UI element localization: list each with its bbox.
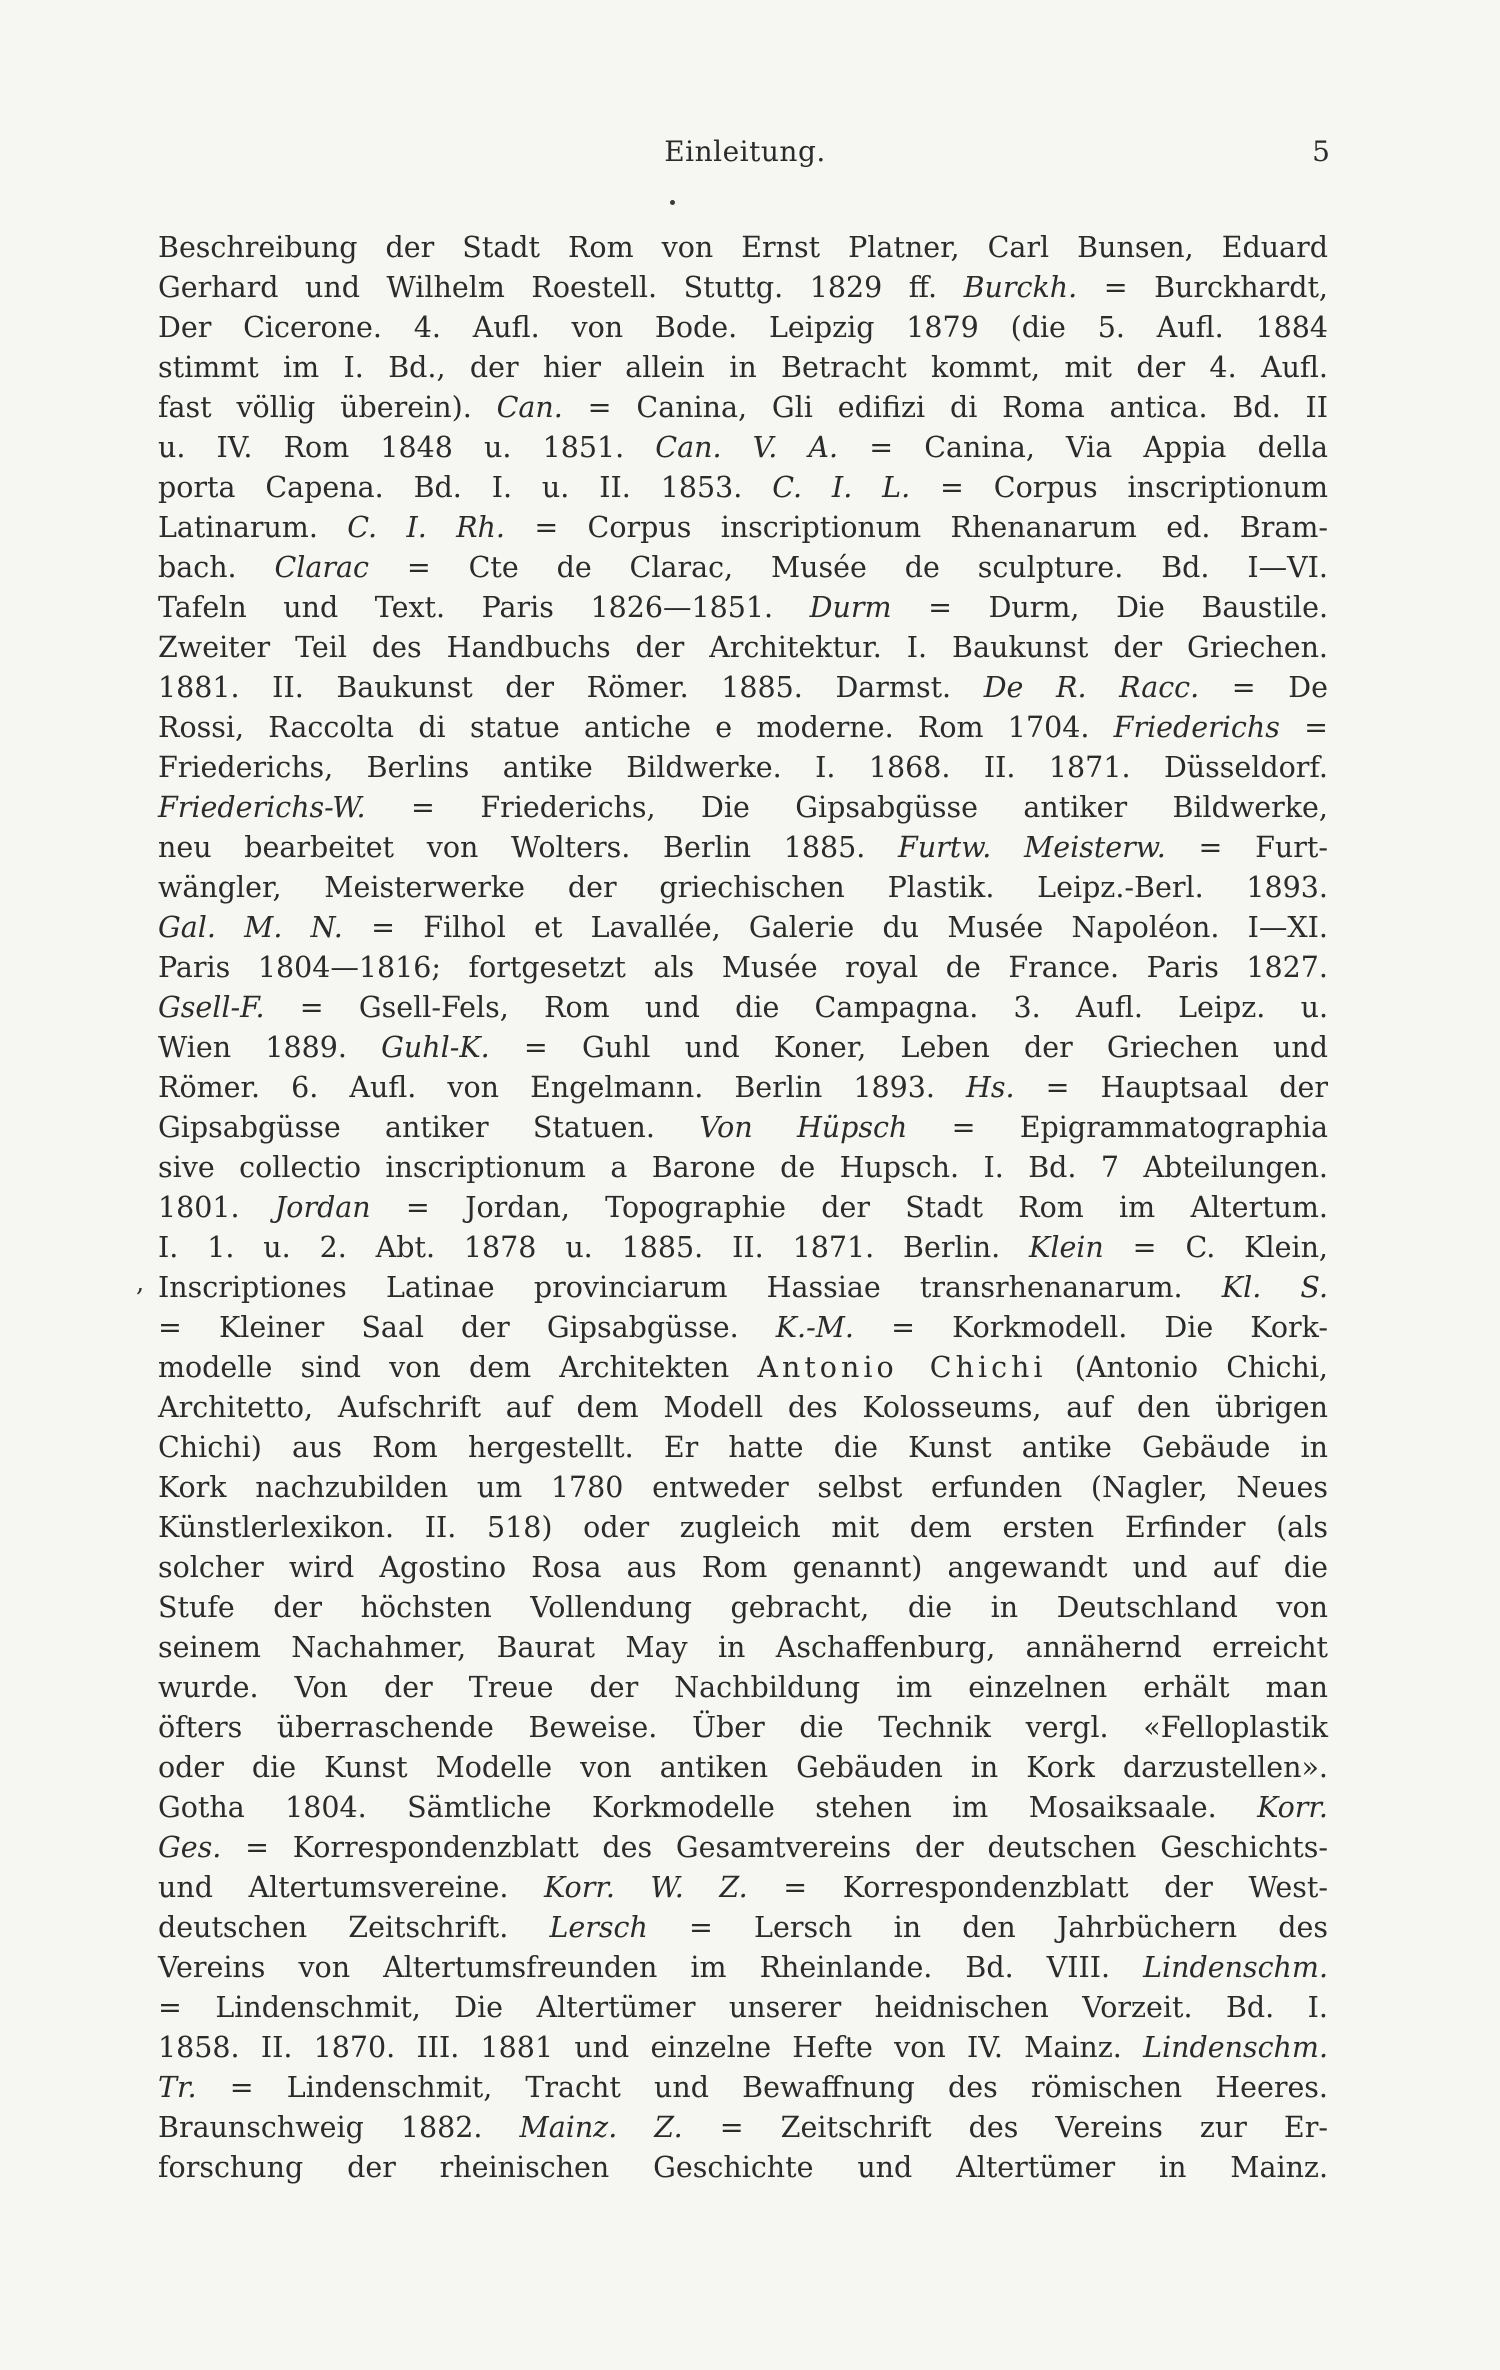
abbreviation: Lindenschm.: [1143, 2031, 1328, 2064]
text-line: forschung der rheinischen Geschichte und Altertümer in Mainz.: [158, 2151, 1328, 2184]
text-line: Friederichs-W. = Friederichs, Die Gipsabgüsse antiker Bildwerke,: [158, 791, 1328, 824]
text-line: bach. Clarac = Cte de Clarac, Musée de sculpture. Bd. I—VI.: [158, 551, 1328, 584]
text-line: Kork nachzubilden um 1780 entweder selbst erfunden (Nagler, Neues: [158, 1471, 1328, 1504]
spaced-name: Antonio Chichi: [757, 1351, 1047, 1384]
abbreviation: Lersch: [549, 1911, 648, 1944]
text-line: porta Capena. Bd. I. u. II. 1853. C. I. L. = Corpus inscriptionum: [158, 471, 1329, 504]
text-line: solcher wird Agostino Rosa aus Rom genannt) angewandt und auf die: [158, 1551, 1328, 1584]
text-line: öfters überraschende Beweise. Über die Technik vergl. «Felloplastik: [158, 1711, 1328, 1744]
abbreviation: Hs.: [966, 1071, 1015, 1104]
abbreviation: Furtw. Meisterw.: [898, 831, 1166, 864]
abbreviation: Lindenschm.: [1143, 1951, 1328, 1984]
text-line: Paris 1804—1816; fortgesetzt als Musée royal de France. Paris 1827.: [158, 951, 1328, 984]
text-line: fast völlig überein). Can. = Canina, Gli edifizi di Roma antica. Bd. II: [158, 391, 1329, 424]
text-line: seinem Nachahmer, Baurat May in Aschaffenburg, annähernd erreicht: [158, 1631, 1328, 1664]
text-line: Braunschweig 1882. Mainz. Z. = Zeitschrift des Vereins zur Er-: [158, 2111, 1328, 2144]
text-line: Römer. 6. Aufl. von Engelmann. Berlin 1893. Hs. = Hauptsaal der: [158, 1071, 1328, 1104]
abbreviation: Clarac: [274, 551, 369, 584]
text-line: Architetto, Aufschrift auf dem Modell des Kolosseums, auf den übrigen: [158, 1391, 1328, 1424]
text-line: Friederichs, Berlins antike Bildwerke. I. 1868. II. 1871. Düsseldorf.: [158, 751, 1328, 784]
running-header-title: Einleitung.: [664, 135, 826, 168]
abbreviation: Klein: [1029, 1231, 1104, 1264]
text-line: Beschreibung der Stadt Rom von Ernst Platner, Carl Bunsen, Eduard: [158, 231, 1328, 264]
abbreviation: K.-M.: [775, 1311, 854, 1344]
abbreviation: Guhl-K.: [381, 1031, 490, 1064]
text-line: Chichi) aus Rom hergestellt. Er hatte die Kunst antike Gebäude in: [158, 1431, 1328, 1464]
text-line: neu bearbeitet von Wolters. Berlin 1885. Furtw. Meisterw. = Furt-: [158, 831, 1328, 864]
page-number: 5: [1312, 135, 1330, 168]
abbreviation: Gsell-F.: [158, 991, 265, 1024]
text-line: Künstlerlexikon. II. 518) oder zugleich mit dem ersten Erfinder (als: [158, 1511, 1328, 1544]
abbreviation: Friederichs: [1113, 711, 1280, 744]
text-line: = Lindenschmit, Die Altertümer unserer heidnischen Vorzeit. Bd. I.: [158, 1991, 1328, 2024]
abbreviation: Durm: [809, 591, 892, 624]
text-line: Rossi, Raccolta di statue antiche e moderne. Rom 1704. Friederichs =: [158, 711, 1328, 744]
text-line: u. IV. Rom 1848 u. 1851. Can. V. A. = Canina, Via Appia della: [158, 431, 1328, 464]
text-line: wängler, Meisterwerke der griechischen Plastik. Leipz.-Berl. 1893.: [158, 871, 1328, 904]
stray-dot-mark: [670, 200, 675, 205]
text-line: Vereins von Altertumsfreunden im Rheinlande. Bd. VIII. Lindenschm.: [158, 1951, 1328, 1984]
text-line: Der Cicerone. 4. Aufl. von Bode. Leipzig 1879 (die 5. Aufl. 1884: [158, 311, 1328, 344]
abbreviation: Korr.: [1257, 1791, 1328, 1824]
text-line: Tafeln und Text. Paris 1826—1851. Durm = Durm, Die Baustile.: [158, 591, 1329, 624]
abbreviation: Gal. M. N.: [158, 911, 343, 944]
text-line: Latinarum. C. I. Rh. = Corpus inscriptionum Rhenanarum ed. Bram-: [158, 511, 1328, 544]
running-header: [160, 135, 1330, 175]
text-line: Inscriptiones Latinae provinciarum Hassiae transrhenanarum. Kl. S.: [158, 1271, 1328, 1304]
abbreviation: Burckh.: [963, 271, 1078, 304]
text-line: Gerhard und Wilhelm Roestell. Stuttg. 1829 ff. Burckh. = Burckhardt,: [158, 271, 1328, 304]
abbreviation: Can.: [496, 391, 563, 424]
text-line: 1858. II. 1870. III. 1881 und einzelne Hefte von IV. Mainz. Lindenschm.: [158, 2031, 1328, 2064]
text-line: Gsell-F. = Gsell-Fels, Rom und die Campagna. 3. Aufl. Leipz. u.: [158, 991, 1328, 1024]
abbreviation: Korr. W. Z.: [544, 1871, 748, 1904]
text-line: Stufe der höchsten Vollendung gebracht, die in Deutschland von: [158, 1591, 1328, 1624]
text-line: I. 1. u. 2. Abt. 1878 u. 1885. II. 1871. Berlin. Klein = C. Klein,: [158, 1231, 1328, 1264]
text-line: Zweiter Teil des Handbuchs der Architektur. I. Baukunst der Griechen.: [158, 631, 1328, 664]
abbreviation: De R. Racc.: [983, 671, 1200, 704]
text-line: Gipsabgüsse antiker Statuen. Von Hüpsch = Epigrammatographia: [158, 1111, 1328, 1144]
text-line: Ges. = Korrespondenzblatt des Gesamtvereins der deutschen Geschichts-: [158, 1831, 1328, 1864]
text-line: Tr. = Lindenschmit, Tracht und Bewaffnung des römischen Heeres.: [158, 2071, 1328, 2104]
text-line: Gotha 1804. Sämtliche Korkmodelle stehen im Mosaiksaale. Korr.: [158, 1791, 1328, 1824]
abbreviation: C. I. Rh.: [347, 511, 505, 544]
abbreviation: Can. V. A.: [655, 431, 839, 464]
abbreviation: Mainz. Z.: [519, 2111, 683, 2144]
abbreviation: Jordan: [274, 1191, 371, 1224]
text-line: modelle sind von dem Architekten Antonio Chichi (Antonio Chichi,: [158, 1351, 1328, 1384]
abbreviation: C. I. L.: [772, 471, 911, 504]
text-line: stimmt im I. Bd., der hier allein in Betracht kommt, mit der 4. Aufl.: [158, 351, 1328, 384]
body-text: [158, 228, 1328, 2188]
text-line: wurde. Von der Treue der Nachbildung im einzelnen erhält man: [158, 1671, 1328, 1704]
abbreviation: Ges.: [158, 1831, 222, 1864]
text-line: Wien 1889. Guhl-K. = Guhl und Koner, Leben der Griechen und: [158, 1031, 1328, 1064]
abbreviation: Tr.: [158, 2071, 197, 2104]
text-line: Gal. M. N. = Filhol et Lavallée, Galerie du Musée Napoléon. I—XI.: [158, 911, 1328, 944]
abbreviation: Von Hüpsch: [699, 1111, 908, 1144]
text-line: 1801. Jordan = Jordan, Topographie der Stadt Rom im Altertum.: [158, 1191, 1328, 1224]
text-line: = Kleiner Saal der Gipsabgüsse. K.-M. = Korkmodell. Die Kork-: [158, 1311, 1328, 1344]
stray-comma-mark: ,: [136, 1268, 145, 1298]
text-line: oder die Kunst Modelle von antiken Gebäuden in Kork darzustellen».: [158, 1751, 1328, 1784]
text-line: 1881. II. Baukunst der Römer. 1885. Darmst. De R. Racc. = De: [158, 671, 1328, 704]
text-line: deutschen Zeitschrift. Lersch = Lersch in den Jahrbüchern des: [158, 1911, 1328, 1944]
text-line: und Altertumsvereine. Korr. W. Z. = Korrespondenzblatt der West-: [158, 1871, 1328, 1904]
text-line: sive collectio inscriptionum a Barone de Hupsch. I. Bd. 7 Abteilungen.: [158, 1151, 1328, 1184]
abbreviation: Friederichs-W.: [158, 791, 366, 824]
abbreviation: Kl. S.: [1221, 1271, 1328, 1304]
